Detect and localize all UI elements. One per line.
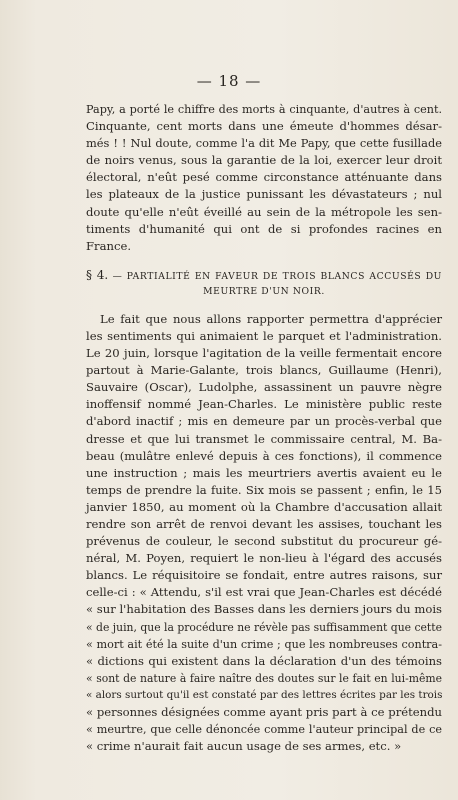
text-line: Papy, a porté le chiffre des morts à cinquante, d'autres à cent. [86, 103, 442, 116]
text-line: doute qu'elle n'eût éveillé au sein de la métropole les sen- [86, 204, 442, 219]
text-line: les plateaux de la justice punissant les dévastateurs ; nul [86, 187, 442, 202]
text-line: « alors surtout qu'il est constaté par des lettres écrites par les trois [86, 688, 443, 701]
section-heading [86, 268, 442, 299]
text-line: Cinquante, cent morts dans une émeute d'hommes désar- [86, 119, 442, 134]
text-line: « sont de nature à faire naître des doutes sur le fait en lui-même [86, 671, 442, 685]
text-line: France. [86, 238, 132, 253]
text-line: partout à Marie-Galante, trois blancs, Guillaume (Henri), [86, 363, 442, 378]
text-line: prévenus de couleur, le second substitut du procureur gé- [86, 534, 442, 549]
section-heading-line1 [86, 268, 442, 284]
text-line: Le 20 juin, lorsque l'agitation de la veille fermentait encore [86, 346, 442, 361]
text-line: d'abord inactif ; mis en demeure par un procès-verbal que [86, 414, 442, 429]
text-line: une instruction ; mais les meurtriers avertis avaient eu le [86, 465, 442, 480]
section-title: — PARTIALITÉ EN FAVEUR DE TROIS BLANCS ACCUSÉS DU [112, 270, 443, 282]
text-line: janvier 1850, au moment où la Chambre d'accusation allait [86, 499, 442, 514]
text-line: « de juin, que la procédure ne révèle pas suffisamment que cette [86, 620, 442, 634]
text-line: « crime n'aurait fait aucun usage de ses armes, etc. » [86, 739, 402, 754]
text-line: més ! ! Nul doute, comme l'a dit Me Papy, que cette fusillade [86, 136, 442, 151]
text-line: les sentiments qui animaient le parquet et l'administration. [86, 328, 442, 343]
text-line: Sauvaire (Oscar), Ludolphe, assassinent un pauvre nègre [86, 380, 442, 395]
text-line: beau (mulâtre enlevé depuis à ces fonctions), il commence [86, 448, 442, 463]
section-number: § 4. [86, 267, 109, 282]
text-line: celle-ci : « Attendu, s'il est vrai que Jean-Charles est décédé [86, 585, 442, 600]
text-line: « sur l'habitation des Basses dans les derniers jours du mois [86, 602, 442, 617]
text-line: Le fait que nous allons rapporter permettra d'apprécier [100, 311, 442, 326]
text-line: dresse et que lui transmet le commissaire central, M. Ba- [86, 431, 442, 446]
paragraph-1 [86, 101, 442, 255]
text-line: blancs. Le réquisitoire se fondait, entre autres raisons, sur [86, 568, 442, 583]
text-line: rendre son arrêt de renvoi devant les assises, touchant les [86, 516, 442, 531]
text-line: « mort ait été la suite d'un crime ; que les nombreuses contra- [86, 637, 442, 651]
text-line: inoffensif nommé Jean-Charles. Le ministère public reste [86, 397, 442, 412]
paragraph-2 [86, 311, 442, 755]
text-line: de noirs venus, sous la garantie de la loi, exercer leur droit [86, 153, 442, 168]
page-body [86, 101, 442, 755]
text-line: temps de prendre la fuite. Six mois se passent ; enfin, le 15 [86, 482, 442, 497]
text-line: « meurtre, que celle dénoncée comme l'auteur principal de ce [86, 723, 442, 737]
text-line: électoral, n'eût pesé comme circonstance atténuante dans [86, 170, 442, 185]
text-line: néral, M. Poyen, requiert le non-lieu à l'égard des accusés [86, 551, 442, 566]
text-line: « dictions qui existent dans la déclaration d'un des témoins [86, 653, 442, 668]
text-line: « personnes désignées comme ayant pris part à ce prétendu [86, 705, 442, 719]
page-number: — 18 — [196, 72, 262, 90]
section-heading-line2: MEURTRE D'UN NOIR. [203, 285, 325, 297]
text-line: timents d'humanité qui ont de si profondes racines en [86, 221, 442, 236]
